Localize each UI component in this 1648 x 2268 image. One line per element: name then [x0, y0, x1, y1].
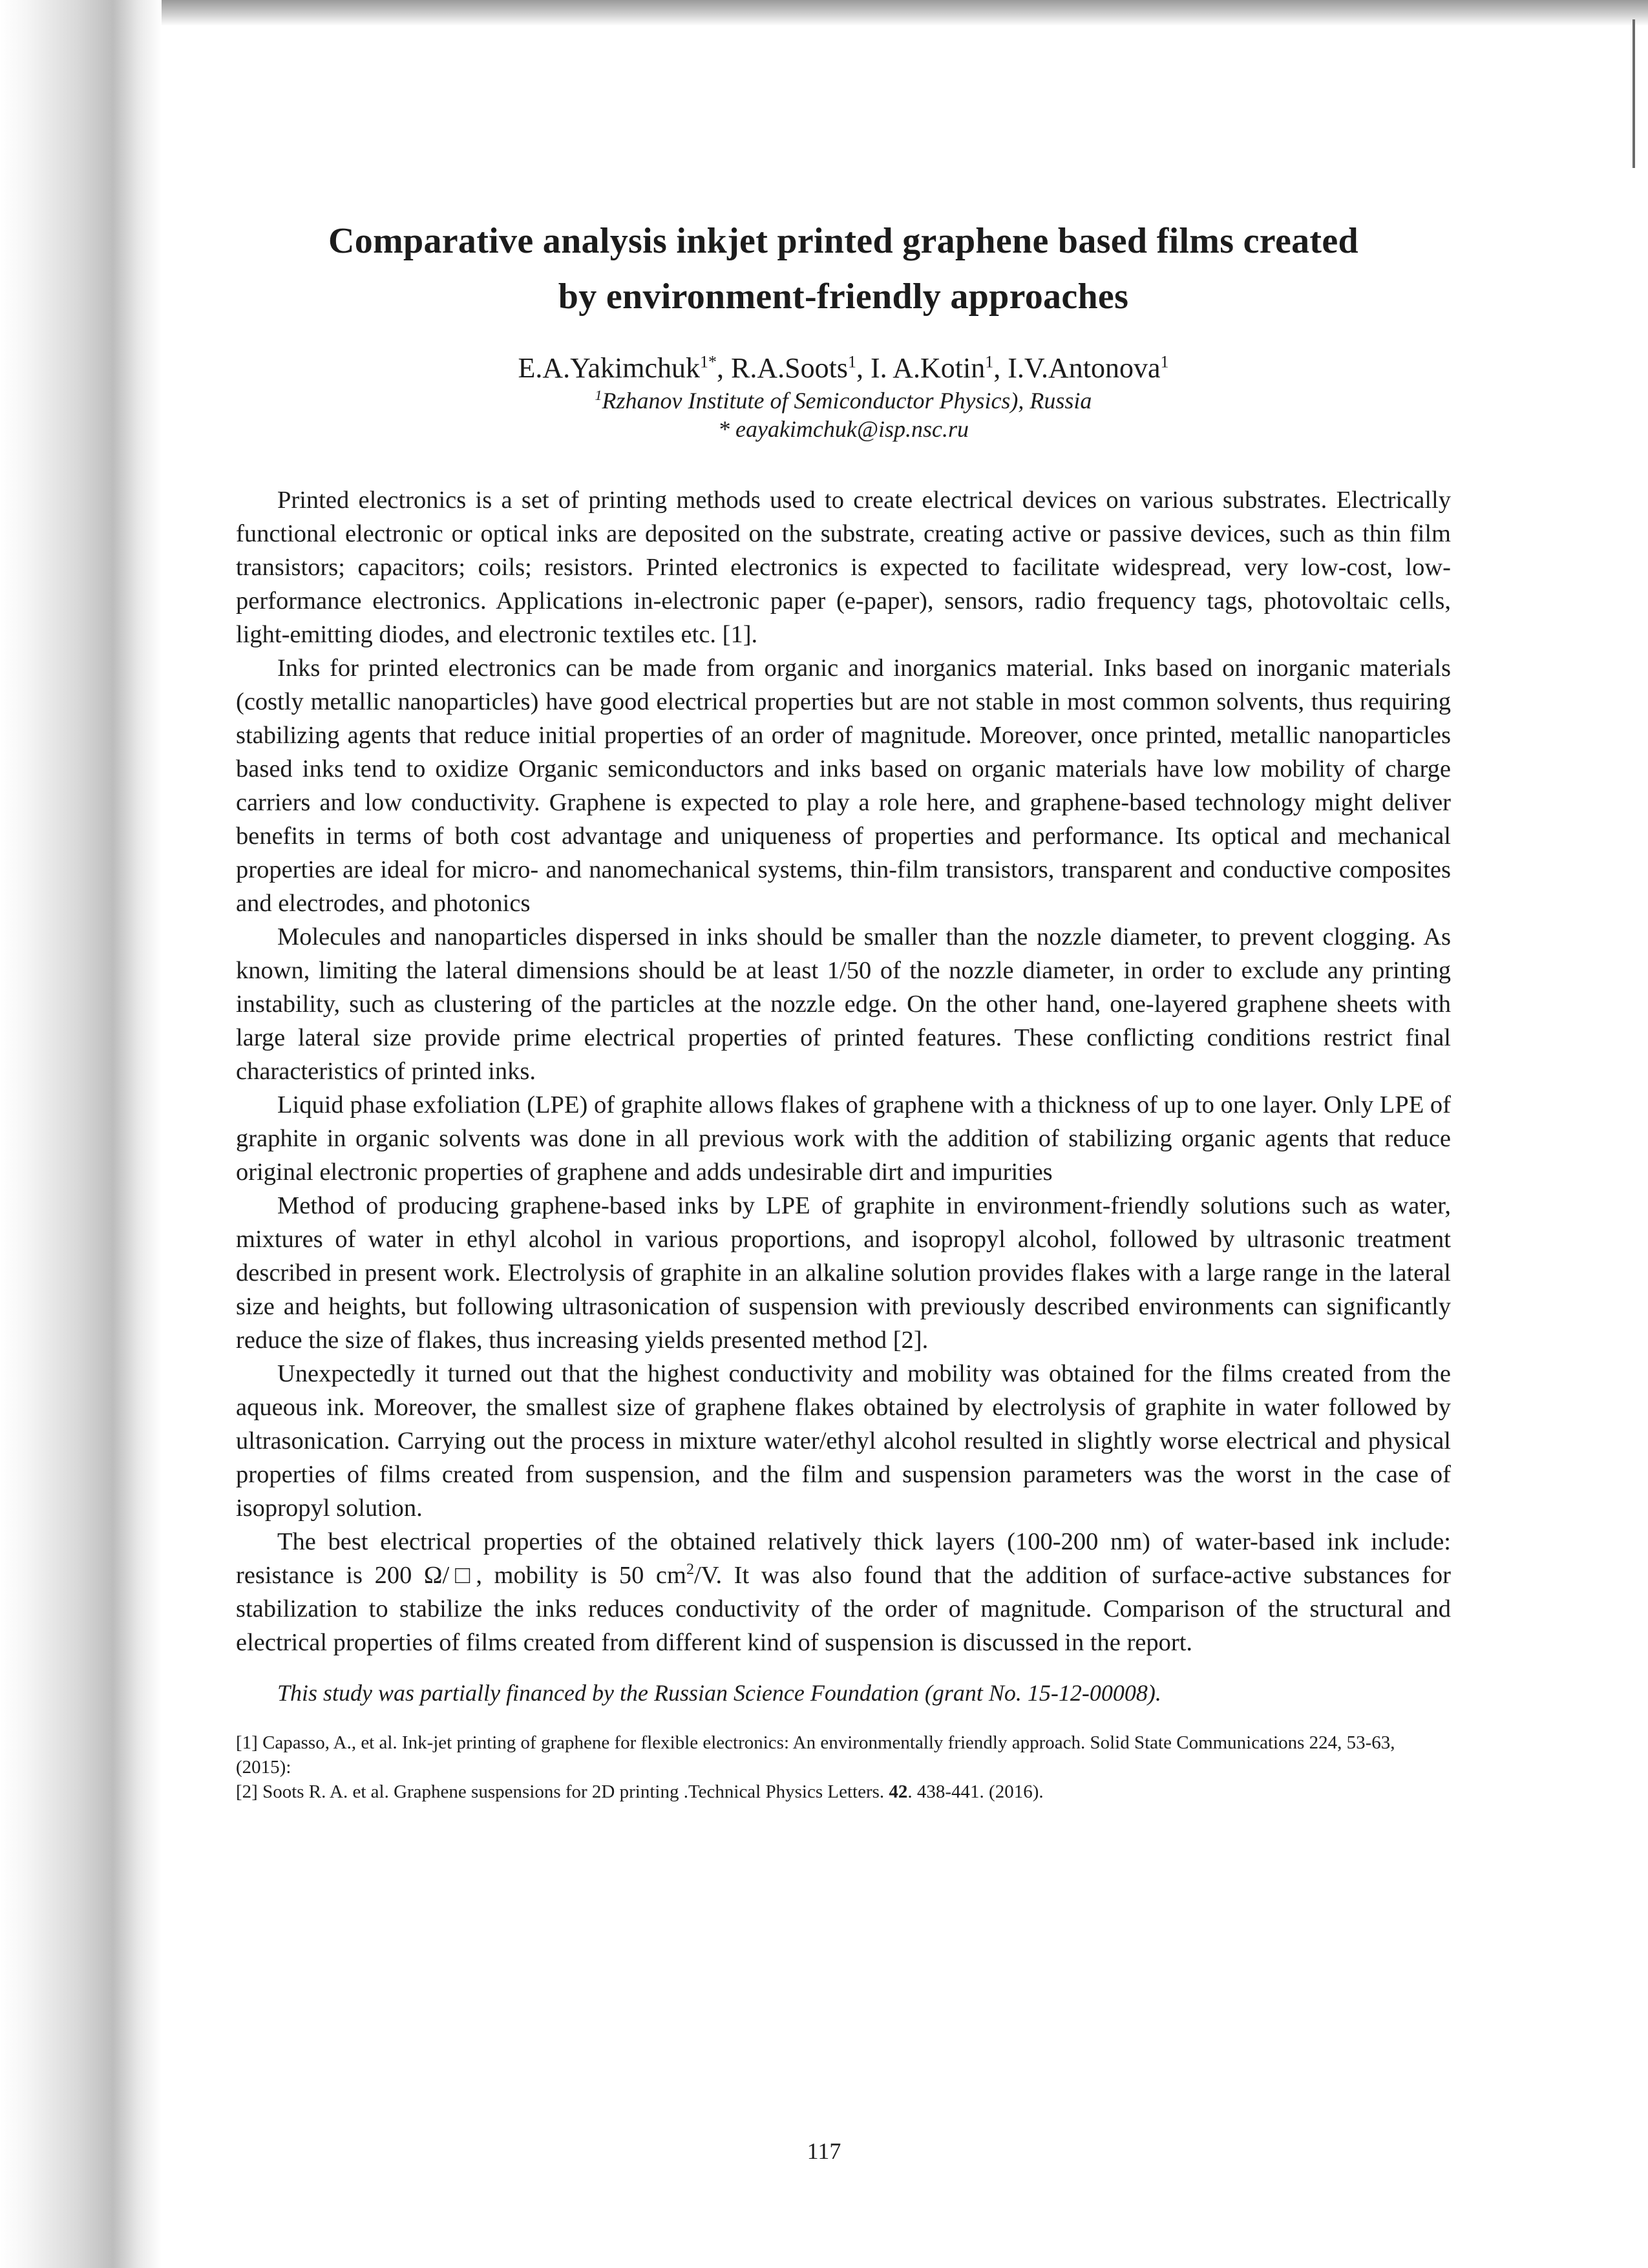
page-number: 117: [807, 2138, 841, 2164]
author-3-affil: 1: [985, 352, 994, 372]
paragraph-5: Method of producing graphene-based inks by LPE of graphite in environment-friendly solutions such as water, mixtures of water in ethyl alcohol in various proportions, and isopropyl alcohol, followed by ultrasonic treatment described in present work. Electrolysis of graphite in an alkaline solution provides flakes with a large range in the lateral size and heights, but following ultrasonication of suspension with previously described environments can significantly reduce the size of flakes, thus increasing yields presented method [2].: [236, 1192, 1451, 1354]
affiliation: [236, 386, 1451, 415]
author-1-affil: 1*: [700, 352, 717, 372]
paragraph-7: [236, 1525, 1451, 1659]
paragraph-3: Molecules and nanoparticles dispersed in inks should be smaller than the nozzle diameter, to prevent clogging. As known, limiting the lateral dimensions should be at least 1/50 of the nozzle diameter, in order to exclude any printing instability, such as clustering of the particles at the nozzle edge. On the other hand, one-layered graphene sheets with large lateral size provide prime electrical properties of printed features. These conflicting conditions restrict final characteristics of printed inks.: [236, 923, 1451, 1085]
author-3: I. A.Kotin: [870, 352, 986, 384]
paragraph-1: Printed electronics is a set of printing methods used to create electrical devices on various substrates. Electrically functional electronic or optical inks are deposited on the substrate, creating active or passive devices, such as thin film transistors; capacitors; coils; resistors. Printed electronics is expected to facilitate widespread, very low-cost, low-performance electronics. Applications in-electronic paper (e-paper), sensors, radio frequency tags, photovoltaic cells, light-emitting diodes, and electronic textiles etc. [1].: [236, 487, 1451, 648]
paper-page: [236, 213, 1451, 1804]
paper-title: [236, 213, 1451, 324]
scan-edge-mark: [1632, 19, 1635, 168]
paragraph-7-part-1: The best electrical properties of the obtained relatively thick layers (100-200 nm) of water-based ink include: resistance is 200 Ω/□, mobility is 50 cm: [236, 1528, 1451, 1589]
author-2-affil: 1: [847, 352, 856, 372]
paragraph-7-part-2: /V. It was also found that the addition of surface-active substances for stabilization to stabilize the inks reduces conductivity of the order of magnitude. Comparison of the structural and electrical properties of films created from different kind of suspension is discussed in the report.: [236, 1562, 1451, 1656]
reference-2: [236, 1780, 1451, 1804]
paragraph-6: Unexpectedly it turned out that the highest conductivity and mobility was obtained for the films created from the aqueous ink. Moreover, the smallest size of graphene flakes obtained by electrolysis of graphite in water followed by ultrasonication. Carrying out the process in mixture water/ethyl alcohol resulted in slightly worse electrical and physical properties of films created from suspension, and the film and suspension parameters was the worst in the case of isopropyl solution.: [236, 1360, 1451, 1522]
abstract-body: [236, 483, 1451, 1659]
reference-2-volume: 42: [889, 1781, 908, 1802]
scan-top-shadow: [0, 0, 1648, 26]
affiliation-text: Rzhanov Institute of Semiconductor Physics), Russia: [602, 388, 1092, 414]
reference-2-pages: . 438-441. (2016).: [907, 1781, 1044, 1802]
paragraph-4: Liquid phase exfoliation (LPE) of graphite allows flakes of graphene with a thickness of up to one layer. Only LPE of graphite in organic solvents was done in all previous work with the addition of stabilizing organic agents that reduce original electronic properties of graphene and adds undesirable dirt and impurities: [236, 1091, 1451, 1186]
reference-2-text: [2] Soots R. A. et al. Graphene suspensions for 2D printing .Technical Physics Letters.: [236, 1781, 889, 1802]
references: [236, 1730, 1451, 1804]
author-2: R.A.Soots: [731, 352, 848, 384]
author-1: E.A.Yakimchuk: [518, 352, 701, 384]
reference-1: [1] Capasso, A., et al. Ink-jet printing of graphene for flexible electronics: An environmentally friendly approach. Solid State Communications 224, 53-63, (2015):: [236, 1732, 1395, 1778]
scan-binding-shadow: [0, 0, 162, 2268]
author-4-affil: 1: [1160, 352, 1169, 372]
acknowledgement: This study was partially financed by the Russian Science Foundation (grant No. 15-12-00008).: [277, 1680, 1161, 1706]
title-line-2: by environment-friendly approaches: [558, 277, 1129, 317]
paragraph-7-superscript: 2: [686, 1561, 694, 1579]
author-list: E.A.Yakimchuk$^{1*}$, R.A.Soots$^1$, I. A.Kotin$^1$, I.V.Antonova$^1$: [518, 352, 1169, 384]
title-line-1: Comparative analysis inkjet printed graphene based films created: [328, 221, 1358, 261]
corresponding-email: * eayakimchuk@isp.nsc.ru: [717, 416, 969, 442]
affiliation-marker: 1: [595, 387, 602, 403]
paragraph-2: Inks for printed electronics can be made from organic and inorganics material. Inks based on inorganic materials (costly metallic nanoparticles) have good electrical properties but are not stable in most common solvents, thus requiring stabilizing agents that reduce initial properties of an order of magnitude. Moreover, once printed, metallic nanoparticles based inks tend to oxidize Organic semiconductors and inks based on organic materials have low mobility of charge carriers and low conductivity. Graphene is expected to play a role here, and graphene-based technology might deliver benefits in terms of both cost advantage and uniqueness of properties and performance. Its optical and mechanical properties are ideal for micro- and nanomechanical systems, thin-film transistors, transparent and conductive composites and electrodes, and photonics: [236, 655, 1451, 917]
author-4: I.V.Antonova: [1008, 352, 1161, 384]
